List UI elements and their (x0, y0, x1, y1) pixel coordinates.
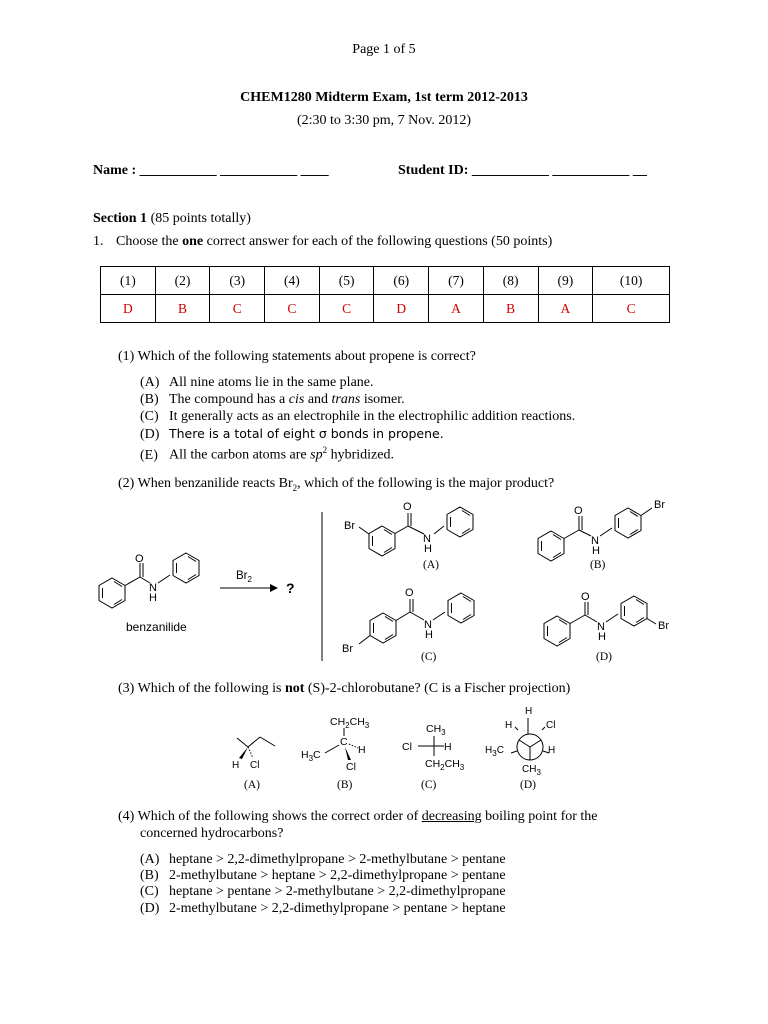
answer-table-answer-row (101, 295, 670, 323)
q2-stem (118, 476, 554, 493)
q4-option-d (140, 900, 506, 917)
section-heading (93, 211, 251, 227)
answer-header: (4) (265, 267, 320, 295)
answer-cell: C (593, 295, 670, 323)
atom-N: N (424, 619, 432, 631)
atom-Br: Br (658, 620, 669, 632)
answer-header: (8) (483, 267, 538, 295)
option-label: (B) (140, 392, 159, 407)
option-text: All the carbon atoms are (169, 447, 307, 463)
answer-cell: C (319, 295, 374, 323)
group-top: H (525, 706, 533, 717)
option-text: heptane > 2,2-dimethylpropane > 2-methylbutane > pentane (169, 852, 506, 867)
option-sup: 2 (322, 445, 328, 455)
q2-choice-a-structure (344, 501, 473, 571)
group-right: H (358, 744, 366, 756)
q3-structure-d (485, 706, 555, 791)
option-text: All nine atoms lie in the same plane. (169, 375, 374, 390)
option-text-post: isomer. (363, 392, 405, 407)
group-left: $H_3C$ (485, 745, 504, 758)
option-text: heptane > pentane > 2-methylbutane > 2,2-dimethylpropane (169, 884, 506, 899)
q3-stem (118, 681, 570, 697)
option-text: It generally acts as an electrophile in the electrophilic addition reactions. (169, 409, 576, 424)
group-top: $CH_3$ (426, 723, 446, 737)
atom-N: N (149, 582, 157, 594)
option-label: (D) (140, 901, 160, 916)
q-number: 1. (93, 234, 104, 249)
q1-option-b (140, 391, 405, 408)
option-italic-cis: cis (288, 392, 305, 407)
answer-header: (1) (101, 267, 156, 295)
q3-structure-a (232, 737, 275, 791)
page-indicator: Page 1 of 5 (352, 42, 416, 57)
answer-cell: A (538, 295, 593, 323)
benzanilide-structure (99, 553, 199, 634)
answer-cell: B (483, 295, 538, 323)
choice-label: (A) (244, 779, 260, 791)
q2-choice-b-structure (538, 499, 665, 571)
option-text: 2-methylbutane > heptane > 2,2-dimethylpropane > pentane (169, 868, 506, 883)
option-label: (C) (140, 409, 159, 424)
answer-table-header-row (101, 267, 670, 295)
group-bottom: $CH_2CH_3$ (425, 758, 465, 772)
answer-header: (2) (155, 267, 210, 295)
q4-option-c (140, 883, 506, 900)
q4-option-b (140, 867, 506, 884)
option-label: (A) (140, 852, 160, 867)
answer-header: (3) (210, 267, 265, 295)
q1-option-c (140, 408, 575, 425)
answer-cell: D (374, 295, 429, 323)
student-id-field[interactable] (398, 163, 647, 179)
group-left: Cl (402, 741, 412, 753)
q2-reaction-figure (90, 496, 690, 668)
group-bottom: $CH_3$ (522, 764, 541, 777)
choice-label: (A) (423, 559, 439, 571)
instruction-post: correct answer for each of the following questions (50 points) (206, 234, 553, 249)
answer-table (100, 266, 670, 323)
answer-cell: C (265, 295, 320, 323)
q4-stem-line2: concerned hydrocarbons? (140, 826, 284, 841)
q4-stem-pre: (4) Which of the following shows the correct order of (118, 809, 419, 824)
choice-label: (C) (421, 651, 437, 663)
group-bottom: Cl (346, 761, 356, 773)
answer-header: (7) (429, 267, 484, 295)
choice-label: (D) (596, 651, 612, 663)
q2-stem-sub: 2 (292, 482, 298, 493)
option-text: 2-methylbutane > 2,2-dimethylpropane > pentane > heptane (169, 901, 506, 916)
student-id-blank: ___________ ___________ __ (471, 163, 647, 178)
q3-stem-post: (S)-2-chlorobutane? (C is a Fischer projection) (307, 681, 571, 696)
reactant-name: benzanilide (126, 620, 187, 634)
option-label: (B) (140, 868, 159, 883)
answer-cell: B (155, 295, 210, 323)
name-blank: ___________ ___________ ____ (139, 163, 329, 178)
section-title: Section 1 (93, 211, 148, 226)
atom-O: O (574, 505, 583, 517)
group-upper-right: Cl (546, 720, 556, 731)
q2-stem-pre: (2) When benzanilide reacts Br (118, 476, 293, 491)
question-mark: ? (286, 580, 295, 596)
atom-H: H (424, 543, 432, 555)
answer-cell: D (101, 295, 156, 323)
option-label: (A) (140, 375, 160, 390)
answer-cell: A (429, 295, 484, 323)
atom-O: O (135, 553, 144, 565)
question-1-instruction (93, 234, 552, 250)
group-upper-left: H (505, 720, 513, 731)
arrow-head (270, 584, 278, 592)
atom-Br: Br (342, 643, 353, 655)
instruction-bold: one (182, 234, 204, 249)
option-text-and: and (307, 392, 329, 407)
choice-label: (D) (520, 779, 536, 791)
atom-N: N (423, 533, 431, 545)
name-field[interactable] (93, 163, 329, 179)
atom-N: N (591, 535, 599, 547)
option-text-post: hybridized. (330, 447, 394, 463)
choice-label: (C) (421, 779, 437, 791)
q1-option-d (140, 425, 444, 443)
choice-label: (B) (590, 559, 606, 571)
option-text: There is a total of eight σ bonds in propene. (169, 426, 444, 441)
option-label: (E) (140, 447, 158, 463)
section-points: (85 points totally) (150, 211, 251, 226)
atom-Br: Br (654, 499, 665, 511)
answer-header: (6) (374, 267, 429, 295)
group-right: H (548, 745, 556, 756)
choice-label: (B) (337, 779, 353, 791)
atom-Br: Br (344, 520, 355, 532)
answer-header: (10) (593, 267, 670, 295)
q3-structure-c (402, 723, 465, 791)
option-label: (C) (140, 884, 159, 899)
q1-stem: (1) Which of the following statements about propene is correct? (118, 349, 476, 364)
student-id-label: Student ID: (398, 163, 469, 178)
q4-stem-underline: decreasing (421, 809, 482, 824)
exam-title: CHEM1280 Midterm Exam, 1st term 2012-2013 (240, 90, 528, 105)
q4-option-a (140, 851, 506, 868)
q4-stem-post: boiling point for the (485, 809, 598, 824)
name-label: Name : (93, 163, 137, 178)
group-right: H (444, 741, 452, 753)
atom-Cl: Cl (250, 760, 260, 771)
answer-cell: C (210, 295, 265, 323)
atom-O: O (581, 591, 590, 603)
option-text: The compound has a (169, 392, 286, 407)
atom-H: H (598, 631, 606, 643)
atom-H: H (149, 592, 157, 604)
atom-H: H (592, 545, 600, 557)
instruction-pre: Choose the (116, 234, 179, 249)
q4-stem (118, 809, 678, 825)
q3-structures-figure (215, 700, 575, 800)
q1-option-a (140, 374, 374, 391)
option-italic-trans: trans (331, 392, 361, 407)
q3-stem-bold: not (284, 681, 305, 696)
reagent-label: $Br_2$ (236, 570, 252, 584)
option-italic-sp: sp (310, 447, 323, 463)
q1-option-e (140, 442, 394, 464)
exam-time: (2:30 to 3:30 pm, 7 Nov. 2012) (296, 113, 472, 128)
q2-choice-c-structure (342, 587, 474, 663)
q3-stem-pre: (3) Which of the following is (118, 681, 282, 696)
q3-structure-b (301, 716, 370, 791)
group-top: $CH_2CH_3$ (330, 716, 370, 730)
answer-header: (5) (319, 267, 374, 295)
q2-choice-d-structure (544, 591, 669, 663)
atom-N: N (597, 621, 605, 633)
atom-O: O (403, 501, 412, 513)
q2-stem-post: , which of the following is the major product? (297, 476, 555, 491)
atom-O: O (405, 587, 414, 599)
atom-C: C (340, 736, 348, 748)
option-label: (D) (140, 427, 160, 442)
group-left: $H_3C$ (301, 749, 321, 763)
answer-header: (9) (538, 267, 593, 295)
atom-H: H (425, 629, 433, 641)
atom-H: H (232, 760, 240, 771)
